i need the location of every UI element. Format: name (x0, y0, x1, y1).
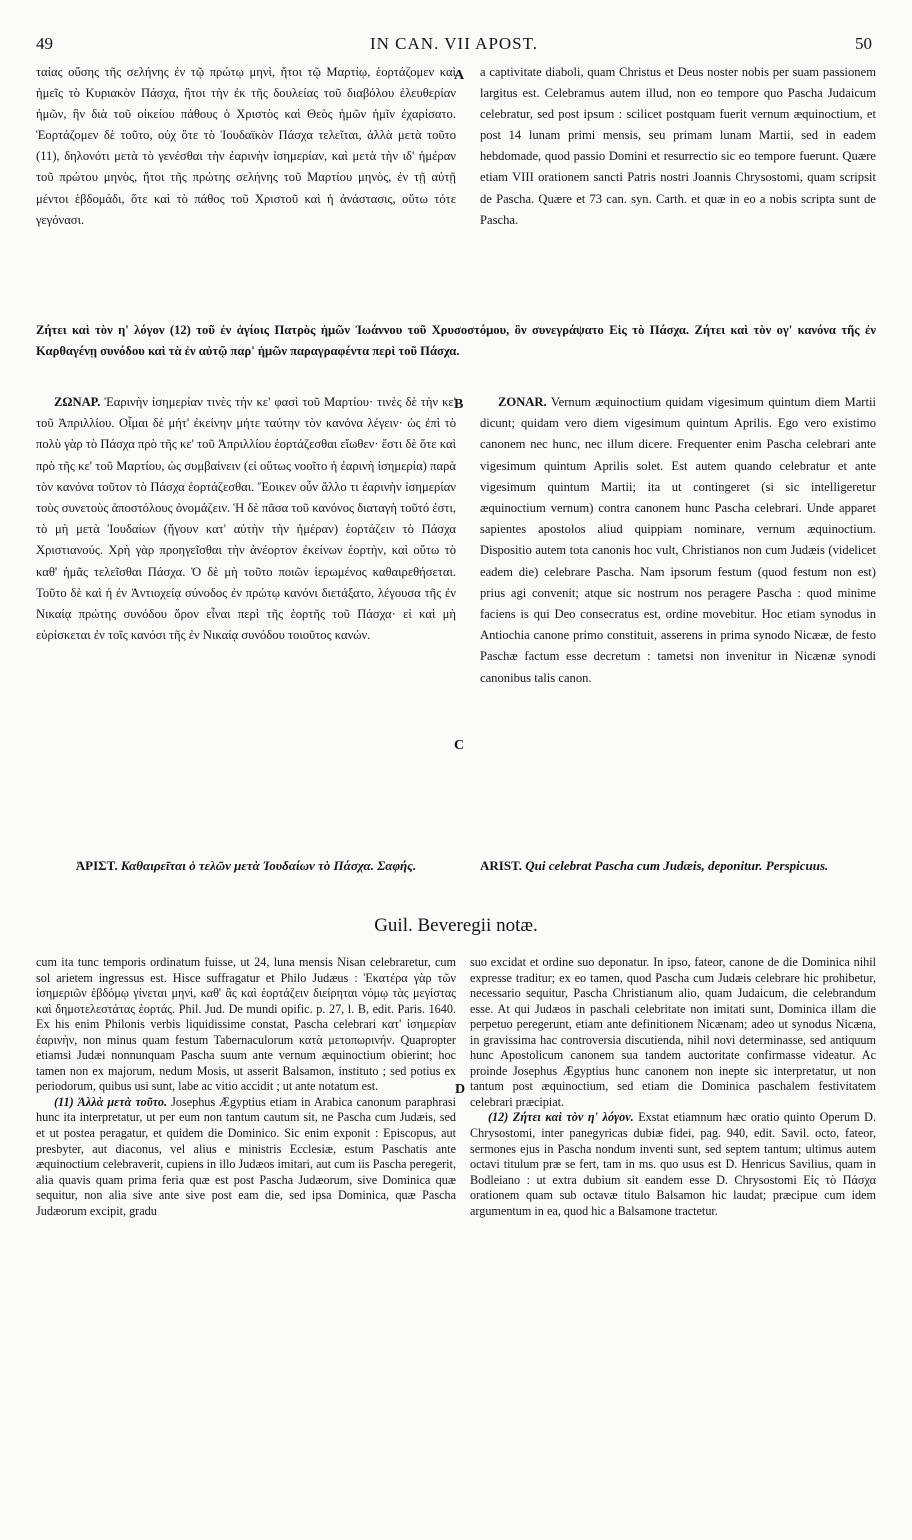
margin-marker-d: D (455, 1082, 466, 1097)
canon-latin-paragraph: a captivitate diaboli, quam Christus et Deus noster nobis per suam passionem largitus est. Celebramus autem illud, non eo tempore quo Pascha Judaicum celebratur, sed post ipsum : scilicet postquam fuerit vernum æquinoctium, et post 14 lunam primi mensis, seu primam lunam Martii, sed in eadem hebdomade, quod passio Domini et resurrectio sic eo tempore fuerunt. Quære etiam VIII orationem sancti Patris nostri Joannis Chrysostomi, quam scripsit de Pascha. Quære et 73 can. syn. Carth. et quæ in eo a nobis scripta sunt de Pascha. (480, 65, 876, 227)
aristenus-greek-heading: ἈΡΙΣΤ. (75, 858, 118, 873)
notes-right-column (470, 955, 876, 1219)
margin-marker-c: C (454, 738, 465, 753)
running-header (36, 34, 872, 58)
canon-greek-text (36, 62, 456, 231)
full-width-greek-text (36, 320, 876, 362)
margin-marker-b: B (454, 397, 464, 412)
aristenus-greek-body: Καθαιρεῖται ὁ τελῶν μετὰ Ἰουδαίων τὸ Πάσχα. Σαφής. (120, 858, 417, 873)
note-12-body: Exstat etiamnum hæc oratio quinto Operum D. Chrysostomi, inter panegyricas dubiæ fidei, pag. 940, edit. Savil. octo, fateor, sermones ejus in Pascha nondum inventi sunt, sed septem tantum; ultimus autem octavi titulum præ se fert, tam in ms. quo usus est D. Henricus Savilius, quam in Bodleiano : ut extra dubium sit eandem esse D. Chrysostomi Εἰς τὸ Πάσχα orationem quam sub octavæ titulo Balsamon hic laudat; præcipue cum idem argumentum in ea, quod hic a Balsamone tractetur. (470, 1110, 876, 1218)
aristenus-latin-body: Qui celebrat Pascha cum Judæis, deponitur. Perspicuus. (525, 858, 829, 873)
aristenus-latin-note (480, 855, 876, 877)
zonaras-latin-heading: ZONAR. (498, 395, 547, 409)
note-11-heading: (11) Ἀλλὰ μετὰ τοῦτο. (54, 1094, 168, 1109)
margin-marker-a: A (454, 68, 465, 83)
full-width-greek-paragraph: Ζήτει καὶ τὸν η' λόγον (12) τοῦ ἐν ἁγίοις Πατρὸς ἡμῶν Ἰωάννου τοῦ Χρυσοστόμου, ὃν συνεγράψατο Εἰς τὸ Πάσχα. Ζήτει καὶ τὸν ογ' κανόνα τῆς ἐν Καρθαγένῃ συνόδου καὶ τὰ ἐν αὐτῷ παρ' ἡμῶν παραγραφέντα περὶ τοῦ Πάσχα. (36, 323, 876, 359)
note-12-heading: (12) Ζήτει καὶ τὸν η' λόγον. (488, 1110, 634, 1125)
zonaras-latin-body: Vernum æquinoctium quidam vigesimum quintum diem Martii dicunt; quidam vero diem vigesimum quintum Aprilis. Ego vero existimo canonem nec hunc, nec illum dicere. Frequenter enim Pascha celebrari ante vigesimum quintum Aprilis solet. Est autem quando celebratur et ante vigesimum quintum Martii; ita ut contingeret (si sic intelligeretur æquinoctium vernum) contra canonem hunc Pascha celebrari. Unde apparet sapientes apostolos aliud quippiam nominare, vernum æquinoctium. Dispositio autem tota canonis hoc vult, Christianos non cum Judæis (videlicet eadem die) celebrare Pascha. Nam ipsorum festum (quod festum non est) prius agi convenit; atque sic nostrum nos peragere Pascha : quod minime faciens is qui Deo consecratus est, ordine movebitur. Hoc etiam synodus in Antiochia canone primo constituit, asserens in prima synodo Nicææ, de festo Paschæ factum esse decretum : tametsi non invenitur in Nicænæ synodi canonibus talis canon. (480, 395, 876, 685)
notes-left-column (36, 955, 456, 1219)
notes-right-paragraph-1: suo excidat et ordine suo deponatur. In ipso, fateor, canone de die Dominica nihil expresse traditur; ex eo tamen, quod Pascha cum Judæis celebrare hic prohibetur, necessario sequitur, Pascha Christianum alio, quam Judaicum, die celebrandum esse. At qui Judæos in paschali celebritate non imitati sunt, Dominica illam die perpetuo peregerunt, etiam ante definitionem Nicænam; adeo ut synodus Nicæna, in gravissima hac controversia discutienda, nihil novi determinasse, sed antiquum hunc Apostolicum canonem sua tandem auctoritate confirmasse videatur. Ac proinde Josephus Ægyptius hunc canonem non inepte sic interpretatur, ut non tantum post æquinoctium, sed etiam die Dominica paschalem festivitatem celebrari præcipiat. (470, 955, 876, 1109)
notes-section-title: Guil. Beveregii notæ. (374, 915, 538, 936)
note-11-body: Josephus Ægyptius etiam in Arabica canonum paraphrasi hunc ita interpretatur, ut per eum non tantum cautum sit, ne Pascha cum Judæis, sed et ut postea peragatur, et quidem die Dominico. Sic enim exponit : Episcopus, aut presbyter, aut diaconus, vel alius e ministris Ecclesiæ, estum Paschatis ante æquinoctium celebraverit, cupiens in illo Judæos imitari, aut cum iis Pascha peregerit, alia quavis quam prima feria quæ est post Pascha Judæorum, sive Dominica quæ sequitur, non alia sive ante sive post eam die, sed ipsa Dominica, quæ Pascha Judæorum excipit, gradu (36, 1094, 456, 1218)
aristenus-greek-note (36, 855, 456, 877)
zonaras-greek-heading: ΖΩΝΑΡ. (54, 395, 101, 409)
running-title: IN CAN. VII APOST. (369, 34, 539, 53)
aristenus-latin-heading: ARIST. (480, 858, 523, 873)
zonaras-latin-commentary (480, 392, 876, 689)
canon-latin-text (480, 62, 876, 231)
zonaras-greek-commentary (36, 392, 456, 646)
notes-left-paragraph-1: cum ita tunc temporis ordinatum fuisse, ut 24, luna mensis Nisan celebraretur, cum sol arietem ingressus est. Hisce suffragatur et Philo Judæus : Ἑκατέρα γὰρ τῶν ἰσημεριῶν ἑβδόμῳ γίνεται μηνὶ, καθ' ἃς καὶ ἑορτάζειν διείρηται νόμῳ τὰς μεγίστας καὶ δημοτελεστάτας ἑορτάς. Phil. Jud. De mundi opific. p. 27, l. B, edit. Paris. 1640. Ex his enim Philonis verbis liquidissime constat, Pascha celebrari κατ' ἰσημερίαν ἐαρινὴν, non minus quam festum Tabernaculorum κατὰ μετοπωρινήν. Quapropter etiamsi Judæi nonnunquam Pascha suum ante vernum æquinoctium obierint; hoc tamen non ex majorum, nedum Mosis, ut asserit Balsamon, instituto ; sed potius ex periodorum, quibus usi sunt, labe ac vitio accidit ; ut ante notatum est. (36, 955, 456, 1094)
zonaras-greek-body: Ἐαρινὴν ἰσημερίαν τινὲς τὴν κε' φασὶ τοῦ Μαρτίου· τινὲς δὲ τὴν κε' τοῦ Ἀπριλλίου. Οἶμαι δὲ μήτ' ἐκείνην μήτε ταύτην τὸν κανόνα λέγειν· ὡς ἐπὶ τὸ πολὺ γὰρ τὸ Πάσχα πρὸ τῆς κε' τοῦ Ἀπριλλίου ἑορτάζεσθαι εἴωθεν· ἔστι δὲ ὅτε καὶ πρὸ τῆς κε' τοῦ Μαρτίου, ὡς συμβαίνειν (εἰ οὕτως νοοῖτο ἡ ἐαρινὴ ἰσημερία) παρὰ τὸν κανόνα τοῦτον τὸ Πάσχα ἑορτάζεσθαι. Ἔοικεν οὖν ἄλλο τι ἐαρινὴν ἰσημερίαν τοὺς συνετοὺς ἀποστόλους ὀνομάζειν. Ἡ δὲ πᾶσα τοῦ κανόνος διαταγὴ τοῦτό ἐστι, τὸ μὴ μετὰ Ἰουδαίων (ἤγουν κατ' αὐτὴν τὴν ἡμέραν) ἑορτάζειν τὸ Πάσχα Χριστιανούς. Χρὴ γὰρ προηγεῖσθαι τὴν ἀνέορτον ἐκείνων ἑορτὴν, καὶ οὕτω τὸ καθ' ἡμᾶς τελεῖσθαι Πάσχα. Ὁ δὲ μὴ τοῦτο ποιῶν ἱερωμένος καθαιρεθήσεται. Τοῦτο δὲ καὶ ἡ ἐν Ἀντιοχείᾳ σύνοδος ἐν πρώτῳ κανόνι διετάξατο, λέγουσα τῆς ἐν Νικαίᾳ πρώτης συνόδου ὅρον εἶναι περὶ τῆς ἑορτῆς τοῦ Πάσχα· εἰ καὶ μὴ εὑρίσκεται ἐν τοῖς κανόσι τῆς ἐν Νικαίᾳ συνόδου τοιοῦτος κανών. (36, 395, 456, 643)
page-number-left: 49 (36, 34, 53, 53)
page-number-right: 50 (855, 34, 872, 53)
canon-greek-paragraph: ταίας οὔσης τῆς σελήνης ἐν τῷ πρώτῳ μηνὶ, ἤτοι τῷ Μαρτίῳ, ἑορτάζομεν καὶ ἡμεῖς τὸ Κυριακὸν Πάσχα, ἤτοι τὴν ἐκ τῆς δουλείας τοῦ διαβόλου ἐλευθερίαν ἡμῶν, ἣν διὰ τοῦ οἰκείου πάθους ὁ Χριστὸς καὶ Θεὸς ἡμῶν ἡμῖν ἐχαρίσατο. Ἑορτάζομεν δὲ τοῦτο, οὐχ ὅτε τὸ Ἰουδαϊκὸν Πάσχα τελεῖται, ἀλλὰ μετὰ τοῦτο (11), δηλονότι μετὰ τὸ γενέσθαι τὴν ἐαρινὴν ἰσημερίαν, καὶ μετὰ τὴν ιδ' ἡμέραν τοῦ πρώτου μηνὸς, ἤτοι τῆς πρώτης σελήνης τοῦ Μαρτίου μηνὸς, ἐν τῇ αὐτῇ μέντοι ἑβδομάδι, ὅτε καὶ τὸ πάθος τοῦ Χριστοῦ καὶ ἡ ἀνάστασις, οὕτω τότε γεγόνασι. (36, 65, 456, 227)
